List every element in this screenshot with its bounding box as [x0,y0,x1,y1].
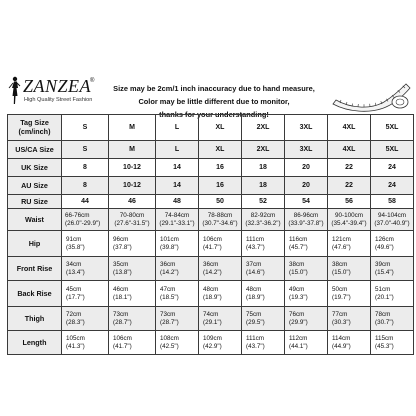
table-cell [62,209,109,231]
table-cell: 18 [242,177,285,195]
cm-value: 66-76cm [65,211,90,219]
cm-value: 51cm [375,285,391,293]
table-cell: 24 [371,177,414,195]
cm-value: 75cm [246,310,262,318]
inch-value: (45.3") [375,342,394,350]
table-cell [371,307,414,331]
size-header-cell: 3XL [285,115,328,141]
row-label: US/CA Size [8,141,62,159]
size-header-cell: 5XL [371,115,414,141]
table-cell [242,257,285,281]
cm-value: 82-92cm [250,211,276,219]
size-chart-table [7,114,414,355]
cm-value: 116cm [289,235,308,243]
row-label: Waist [8,209,62,231]
inch-value: (15.4") [375,268,394,276]
table-cell [109,209,156,231]
table-cell: 3XL [285,141,328,159]
inch-value: (14.6") [246,268,265,276]
table-cell: S [62,141,109,159]
table-cell: 54 [285,195,328,209]
tag-size-header-label: Tag Size (cm/inch) [8,115,62,141]
inch-value: (44.9") [332,342,351,350]
cm-value: 45cm [66,285,82,293]
cm-value: 36cm [203,260,219,268]
inch-value: (18.9") [203,293,222,301]
table-cell [156,307,199,331]
table-cell [109,281,156,307]
cm-value: 90-100cm [334,211,363,219]
table-cell [62,307,109,331]
cm-value: 77cm [332,310,348,318]
cm-value: 72cm [66,310,82,318]
cm-value: 37cm [246,260,262,268]
table-cell [371,331,414,355]
row-label: Front Rise [8,257,62,281]
table-cell [285,331,328,355]
table-cell [199,281,242,307]
table-cell: 10-12 [109,177,156,195]
cm-value: 109cm [203,334,222,342]
cm-value: 48cm [203,285,219,293]
cm-value: 78cm [375,310,391,318]
inch-value: (41.3") [66,342,85,350]
cm-value: 48cm [246,285,262,293]
inch-value: (18.9") [246,293,265,301]
inch-value: (35.8") [66,243,85,251]
table-cell [156,281,199,307]
table-cell: 5XL [371,141,414,159]
cm-value: 111cm [246,334,264,342]
table-header-row [8,115,414,141]
cm-value: 74-84cm [164,211,190,219]
cm-value: 96cm [113,235,129,243]
size-header-cell: M [109,115,156,141]
cm-value: 73cm [160,310,176,318]
table-cell: 20 [285,159,328,177]
brand-logo-block [6,76,106,112]
table-cell [199,331,242,355]
table-row [8,257,414,281]
cm-value: 126cm [375,235,394,243]
cm-value: 38cm [289,260,305,268]
table-cell [328,231,371,257]
inch-value: (33.9"-37.8") [288,219,324,227]
table-cell: 22 [328,159,371,177]
table-row [8,141,414,159]
table-cell: 24 [371,159,414,177]
table-cell: 58 [371,195,414,209]
table-cell [285,209,328,231]
table-cell: 20 [285,177,328,195]
cm-value: 105cm [66,334,85,342]
table-cell [328,209,371,231]
inch-value: (15.0") [289,268,308,276]
inch-value: (18.5") [160,293,179,301]
table-cell [328,257,371,281]
table-row [8,177,414,195]
size-header-cell: XL [199,115,242,141]
table-cell: 14 [156,159,199,177]
table-row [8,159,414,177]
size-header-cell: L [156,115,199,141]
cm-value: 70-80cm [119,211,145,219]
table-cell [109,257,156,281]
inch-value: (19.7") [332,293,351,301]
table-cell: 18 [242,159,285,177]
inch-value: (17.7") [66,293,85,301]
table-cell [285,231,328,257]
inch-value: (42.9") [203,342,222,350]
inch-value: (30.7") [375,318,394,326]
cm-value: 108cm [160,334,179,342]
table-cell: 22 [328,177,371,195]
inch-value: (27.6"-31.5") [114,219,150,227]
table-cell: 8 [62,159,109,177]
row-label: RU Size [8,195,62,209]
cm-value: 36cm [160,260,176,268]
cm-value: 94-104cm [377,211,406,219]
table-cell [242,331,285,355]
cm-value: 39cm [375,260,391,268]
table-cell: 16 [199,177,242,195]
table-cell: 14 [156,177,199,195]
row-label: UK Size [8,159,62,177]
table-cell [62,231,109,257]
inch-value: (29.9") [289,318,308,326]
header [0,0,416,119]
table-cell [242,307,285,331]
table-cell [156,331,199,355]
size-header-cell: 2XL [242,115,285,141]
table-cell [199,231,242,257]
table-row [8,331,414,355]
inch-value: (44.1") [289,342,308,350]
inch-value: (45.7") [289,243,308,251]
row-label: AU Size [8,177,62,195]
inch-value: (43.7") [246,342,265,350]
table-cell [285,307,328,331]
inch-value: (41.7") [113,342,132,350]
table-cell [199,209,242,231]
inch-value: (28.7") [113,318,132,326]
table-cell: 4XL [328,141,371,159]
brand-name: ZANZEA [23,76,92,96]
inch-value: (15.0") [332,268,351,276]
table-cell: L [156,141,199,159]
table-cell: 56 [328,195,371,209]
cm-value: 38cm [332,260,348,268]
table-cell [285,257,328,281]
table-cell [109,231,156,257]
inch-value: (43.7") [246,243,265,251]
cm-value: 50cm [332,285,348,293]
table-row [8,307,414,331]
inch-value: (30.7"-34.6") [202,219,238,227]
cm-value: 74cm [203,310,219,318]
table-cell: 8 [62,177,109,195]
table-cell [371,209,414,231]
inch-value: (14.2") [203,268,222,276]
table-row [8,281,414,307]
inch-value: (29.5") [246,318,265,326]
table-cell [199,257,242,281]
row-label: Hip [8,231,62,257]
brand-tagline: High Quality Street Fashion [24,97,93,103]
notice-line-2: Color may be little different due to monitor, [138,97,290,106]
cm-value: 101cm [160,235,179,243]
inch-value: (13.8") [113,268,132,276]
inch-value: (18.1") [113,293,132,301]
table-cell: 2XL [242,141,285,159]
inch-value: (39.8") [160,243,179,251]
cm-value: 78-88cm [207,211,233,219]
cm-value: 115cm [375,334,394,342]
table-cell: M [109,141,156,159]
table-cell [328,307,371,331]
table-cell: 48 [156,195,199,209]
inch-value: (30.3") [332,318,351,326]
cm-value: 47cm [160,285,176,293]
cm-value: 106cm [203,235,222,243]
cm-value: 86-96cm [293,211,319,219]
cm-value: 49cm [289,285,305,293]
cm-value: 114cm [332,334,351,342]
cm-value: 106cm [113,334,132,342]
table-cell [371,257,414,281]
inch-value: (41.7") [203,243,222,251]
notice-line-3: thanks for your understanding! [159,110,269,119]
cm-value: 91cm [66,235,82,243]
inch-value: (29.1") [203,318,222,326]
table-cell [199,307,242,331]
size-header-cell: 4XL [328,115,371,141]
inch-value: (28.7") [160,318,179,326]
table-cell [285,281,328,307]
cm-value: 46cm [113,285,129,293]
table-cell [62,281,109,307]
table-cell [62,331,109,355]
table-cell: 46 [109,195,156,209]
table-row [8,209,414,231]
registered-mark: ® [90,78,95,84]
table-cell [371,231,414,257]
notice-line-1: Size may be 2cm/1 inch inaccuracy due to hand measure, [113,84,315,93]
row-label: Length [8,331,62,355]
table-cell [156,257,199,281]
inch-value: (49.6") [375,243,394,251]
row-label: Thigh [8,307,62,331]
inch-value: (20.1") [375,293,394,301]
size-header-cell: S [62,115,109,141]
table-cell [242,209,285,231]
cm-value: 112cm [289,334,308,342]
table-cell: 52 [242,195,285,209]
table-cell [109,331,156,355]
inch-value: (42.5") [160,342,179,350]
row-label: Back Rise [8,281,62,307]
table-cell: 50 [199,195,242,209]
cm-value: 76cm [289,310,305,318]
inch-value: (19.3") [289,293,308,301]
table-cell [156,209,199,231]
cm-value: 35cm [113,260,129,268]
inch-value: (14.2") [160,268,179,276]
table-cell [328,281,371,307]
inch-value: (29.1"-33.1") [159,219,195,227]
table-cell [62,257,109,281]
inch-value: (13.4") [66,268,85,276]
table-row [8,231,414,257]
cm-value: 111cm [246,235,264,243]
cm-value: 34cm [66,260,82,268]
table-row [8,195,414,209]
inch-value: (32.3"-36.2") [245,219,281,227]
inch-value: (37.0"-40.9") [374,219,410,227]
measuring-tape-icon [330,78,412,112]
table-cell: 10-12 [109,159,156,177]
inch-value: (26.0"-29.9") [65,219,101,227]
inch-value: (47.6") [332,243,351,251]
cm-value: 73cm [113,310,129,318]
table-cell: XL [199,141,242,159]
model-silhouette-icon [6,76,22,106]
inch-value: (28.3") [66,318,85,326]
cm-value: 121cm [332,235,351,243]
table-cell [242,281,285,307]
table-cell [371,281,414,307]
table-cell [242,231,285,257]
table-cell: 16 [199,159,242,177]
table-cell: 44 [62,195,109,209]
inch-value: (35.4"-39.4") [331,219,367,227]
inch-value: (37.8") [113,243,132,251]
table-cell [328,331,371,355]
table-cell [109,307,156,331]
table-cell [156,231,199,257]
